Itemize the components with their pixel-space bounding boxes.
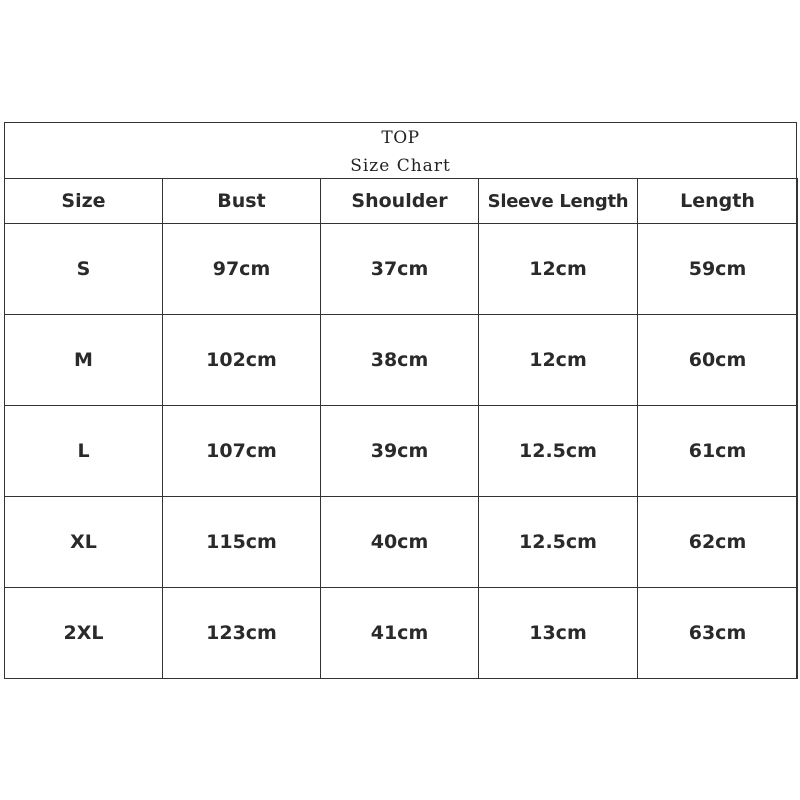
- cell-size: 2XL: [5, 588, 163, 679]
- chart-title: TOP: [381, 128, 420, 148]
- cell-shoulder: 40cm: [321, 497, 479, 588]
- cell-size: XL: [5, 497, 163, 588]
- cell-sleeve-length: 12.5cm: [479, 406, 638, 497]
- chart-title-block: [5, 123, 796, 179]
- cell-size: S: [5, 224, 163, 315]
- cell-shoulder: 39cm: [321, 406, 479, 497]
- cell-sleeve-length: 13cm: [479, 588, 638, 679]
- table-row: [5, 406, 798, 497]
- table-header-row: [5, 179, 798, 224]
- cell-length: 63cm: [638, 588, 798, 679]
- header-shoulder: Shoulder: [321, 179, 479, 224]
- cell-length: 61cm: [638, 406, 798, 497]
- table-row: [5, 497, 798, 588]
- cell-sleeve-length: 12.5cm: [479, 497, 638, 588]
- table-row: [5, 224, 798, 315]
- header-sleeve-length: Sleeve Length: [479, 179, 638, 224]
- table-row: [5, 315, 798, 406]
- cell-shoulder: 37cm: [321, 224, 479, 315]
- header-bust: Bust: [163, 179, 321, 224]
- table-row: [5, 588, 798, 679]
- header-size: Size: [5, 179, 163, 224]
- cell-sleeve-length: 12cm: [479, 224, 638, 315]
- cell-shoulder: 41cm: [321, 588, 479, 679]
- cell-sleeve-length: 12cm: [479, 315, 638, 406]
- cell-shoulder: 38cm: [321, 315, 479, 406]
- cell-bust: 107cm: [163, 406, 321, 497]
- chart-subtitle: Size Chart: [350, 156, 451, 176]
- cell-bust: 123cm: [163, 588, 321, 679]
- cell-length: 62cm: [638, 497, 798, 588]
- cell-length: 60cm: [638, 315, 798, 406]
- cell-bust: 97cm: [163, 224, 321, 315]
- size-table: [4, 178, 798, 679]
- cell-bust: 102cm: [163, 315, 321, 406]
- cell-length: 59cm: [638, 224, 798, 315]
- header-length: Length: [638, 179, 798, 224]
- cell-size: M: [5, 315, 163, 406]
- cell-bust: 115cm: [163, 497, 321, 588]
- size-chart: [4, 122, 797, 679]
- cell-size: L: [5, 406, 163, 497]
